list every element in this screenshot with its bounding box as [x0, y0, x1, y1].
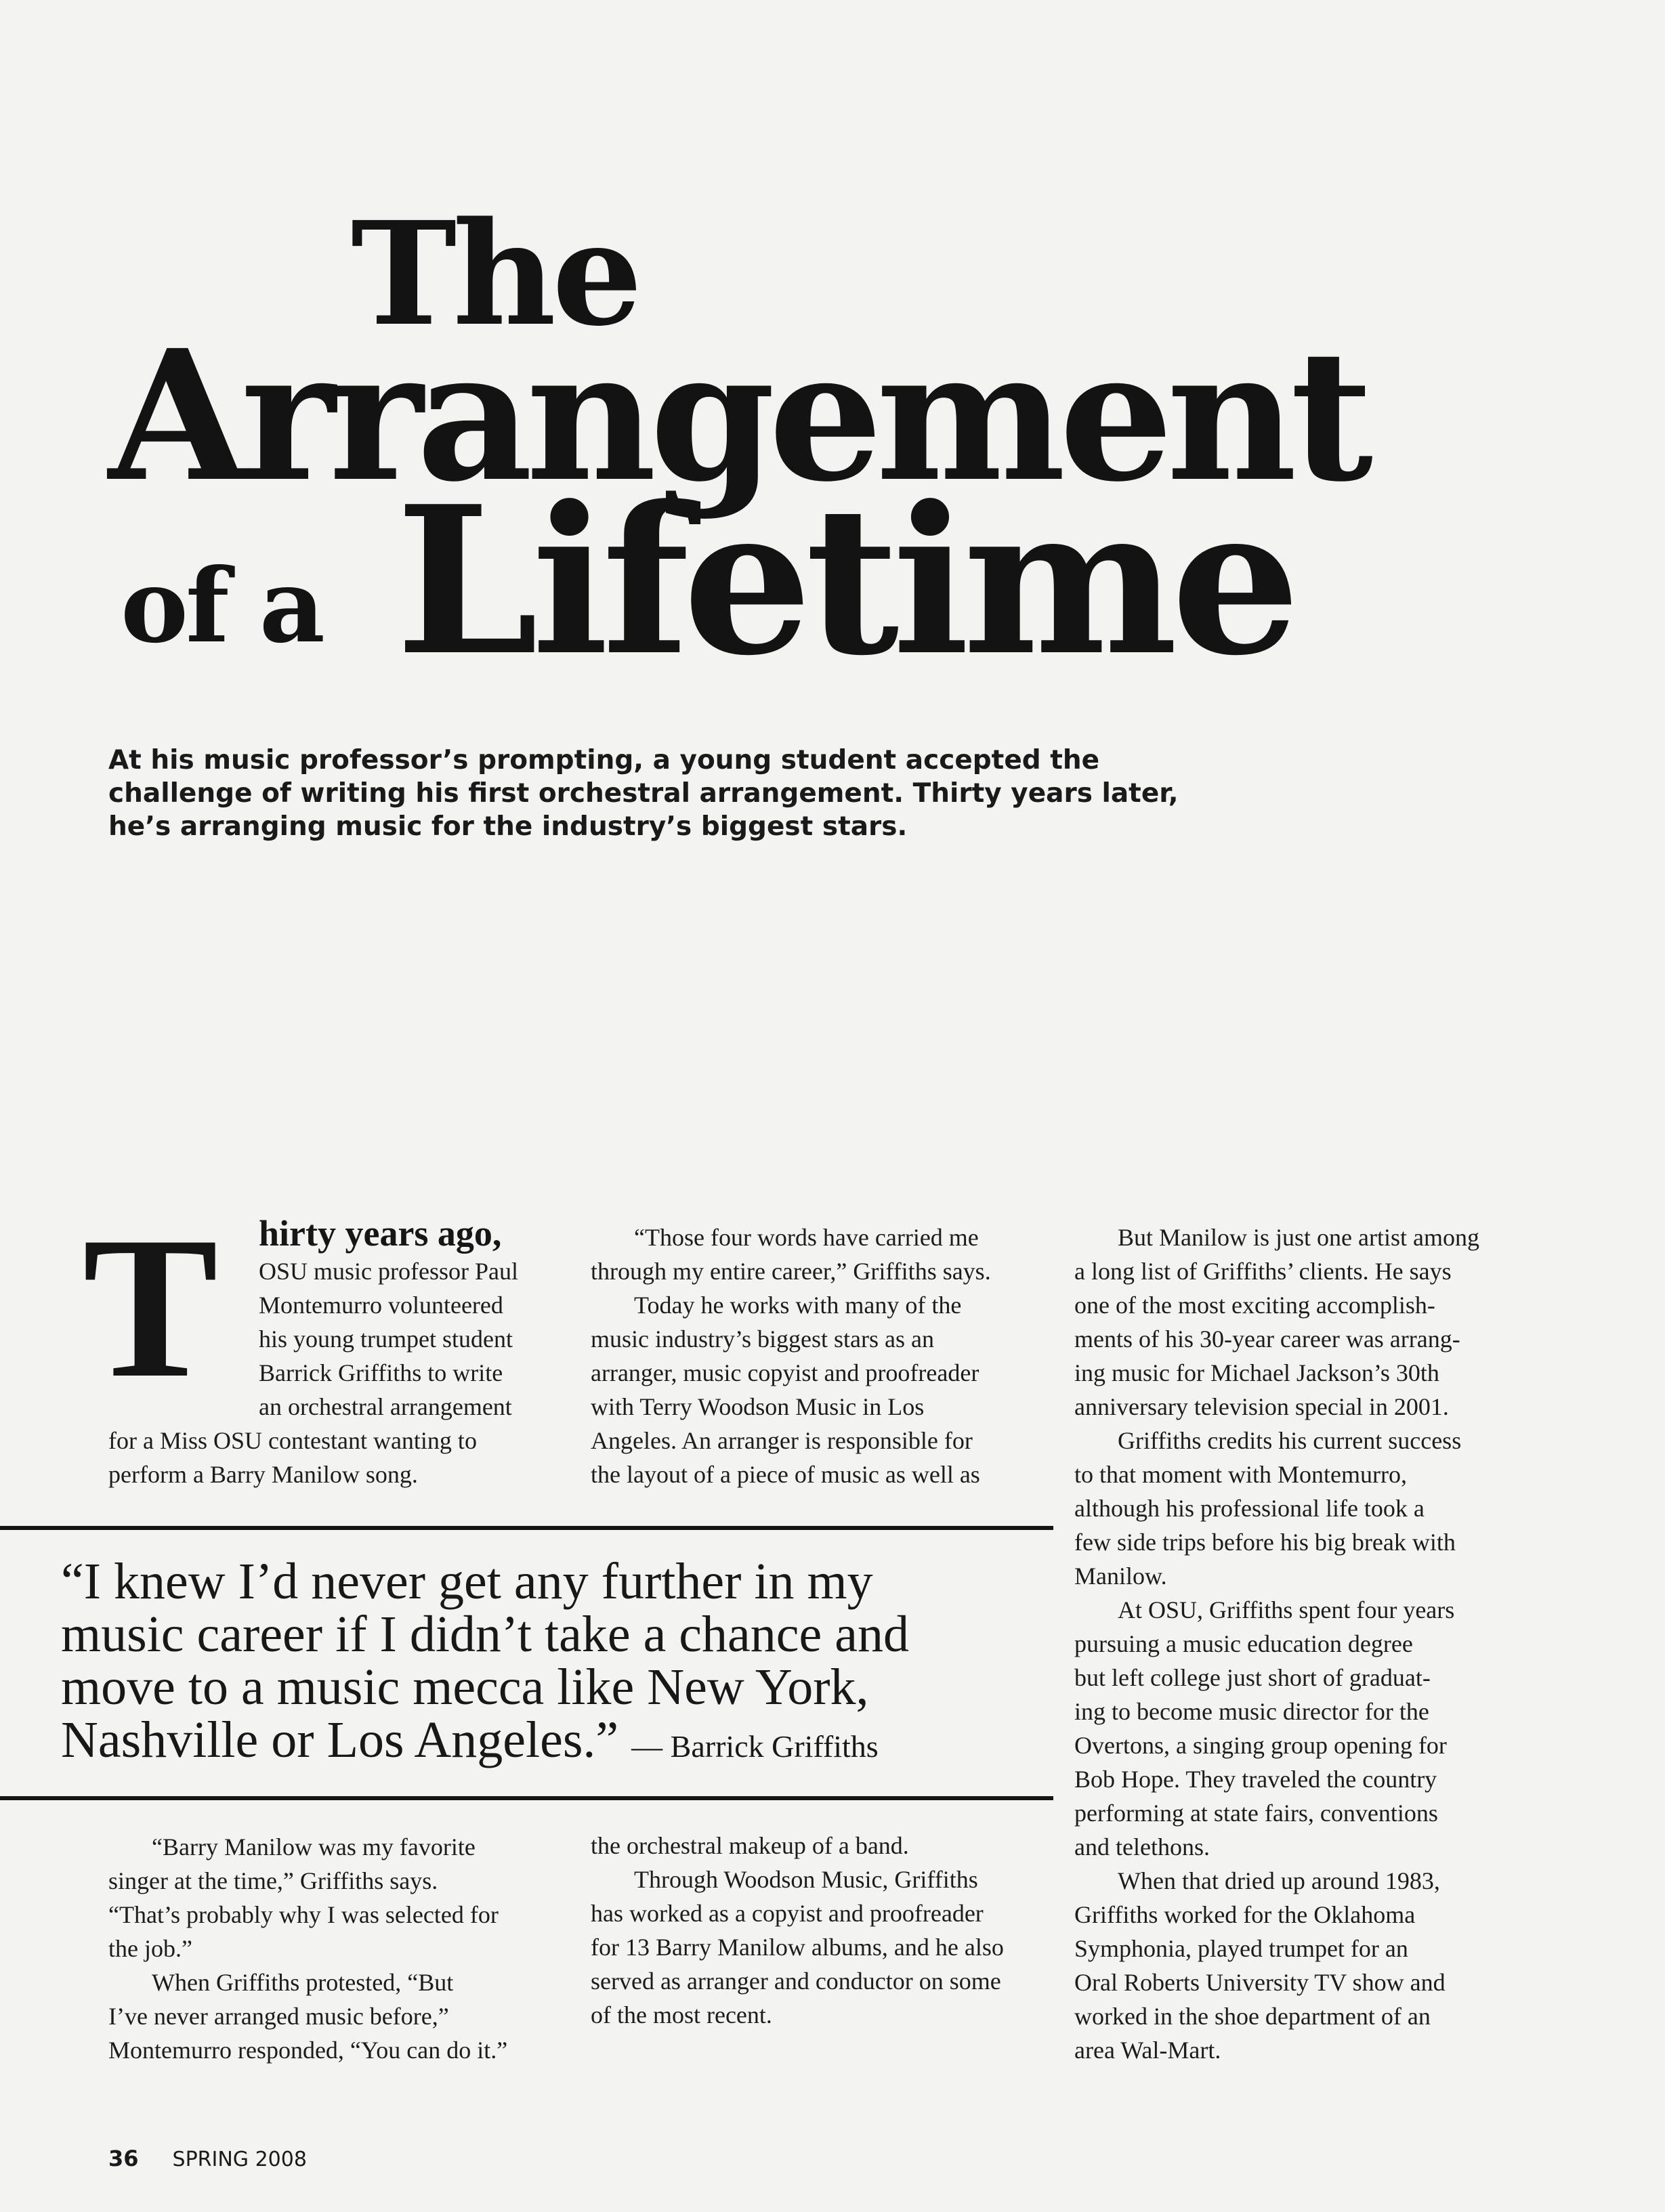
text-line: an orchestral arrangement — [259, 1393, 512, 1420]
text-line: although his professional life took a — [1074, 1495, 1425, 1522]
pullquote — [61, 1555, 909, 1773]
text-line: Montemurro volunteered — [259, 1292, 503, 1319]
text-line: ing to become music director for the — [1074, 1698, 1429, 1725]
column1-wrapped-text — [259, 1254, 518, 1424]
title-line-the: The — [351, 190, 639, 358]
text-line: But Manilow is just one artist among — [1118, 1224, 1479, 1251]
text-line: Overtons, a singing group opening for — [1074, 1732, 1447, 1759]
text-line: Oral Roberts University TV show and — [1074, 1969, 1446, 1996]
text-line: pursuing a music education degree — [1074, 1630, 1413, 1657]
text-line: When Griffiths protested, “But — [152, 1969, 454, 1996]
text-line: Barrick Griffiths to write — [259, 1359, 503, 1386]
text-line: few side trips before his big break with — [1074, 1529, 1456, 1556]
text-line: singer at the time,” Griffiths says. — [108, 1867, 438, 1894]
text-line: ments of his 30-year career was arrang- — [1074, 1325, 1460, 1353]
lede-text: hirty years ago, — [259, 1213, 502, 1254]
text-line: the layout of a piece of music as well as — [591, 1461, 980, 1488]
text-line: arranger, music copyist and proofreader — [591, 1359, 979, 1386]
text-line: Angeles. An arranger is responsible for — [591, 1427, 973, 1454]
text-line: I’ve never arranged music before,” — [108, 2003, 449, 2030]
text-line: the orchestral makeup of a band. — [591, 1832, 909, 1859]
text-line: for a Miss OSU contestant wanting to — [108, 1427, 477, 1454]
text-line: music industry’s biggest stars as an — [591, 1325, 934, 1353]
text-line: perform a Barry Manilow song. — [108, 1461, 418, 1488]
folio — [108, 2146, 307, 2171]
pullquote-line: move to a music mecca like New York, — [61, 1659, 869, 1716]
pullquote-top-rule — [0, 1526, 1053, 1530]
pullquote-attribution: — Barrick Griffiths — [631, 1729, 879, 1764]
text-line: Griffiths worked for the Oklahoma — [1074, 1901, 1416, 1928]
text-line: “Those four words have carried me — [634, 1224, 979, 1251]
deck-line: he’s arranging music for the industry’s biggest stars. — [108, 811, 908, 842]
column2-top-text — [591, 1220, 991, 1491]
drop-cap: T — [83, 1195, 219, 1420]
text-line: “That’s probably why I was selected for — [108, 1901, 499, 1928]
text-line: has worked as a copyist and proofreader — [591, 1900, 984, 1927]
text-line: one of the most exciting accomplish- — [1074, 1292, 1435, 1319]
column2-bottom-text — [591, 1829, 1004, 2032]
text-line: served as arranger and conductor on some — [591, 1968, 1001, 1995]
text-line: for 13 Barry Manilow albums, and he also — [591, 1934, 1004, 1961]
text-line: and telethons. — [1074, 1833, 1210, 1860]
text-line: Symphonia, played trumpet for an — [1074, 1935, 1408, 1962]
text-line: area Wal-Mart. — [1074, 2037, 1221, 2064]
text-line: his young trumpet student — [259, 1325, 513, 1353]
title-line-of-a: of a — [121, 547, 322, 666]
text-line: “Barry Manilow was my favorite — [152, 1833, 476, 1860]
title-line-lifetime: Lifetime — [396, 461, 1294, 700]
text-line: Manilow. — [1074, 1562, 1167, 1590]
issue-label: SPRING 2008 — [172, 2148, 307, 2171]
text-line: Montemurro responded, “You can do it.” — [108, 2037, 508, 2064]
text-line: worked in the shoe department of an — [1074, 2003, 1431, 2030]
text-line: but left college just short of graduat- — [1074, 1664, 1431, 1691]
text-line: Bob Hope. They traveled the country — [1074, 1766, 1437, 1793]
text-line: Today he works with many of the — [634, 1292, 962, 1319]
text-line: to that moment with Montemurro, — [1074, 1461, 1407, 1488]
column1-top-text — [108, 1424, 477, 1491]
text-line: ing music for Michael Jackson’s 30th — [1074, 1359, 1439, 1386]
pullquote-line: Nashville or Los Angeles.” — [61, 1711, 619, 1768]
pullquote-line: “I knew I’d never get any further in my — [61, 1553, 873, 1610]
text-line: At OSU, Griffiths spent four years — [1118, 1596, 1455, 1623]
pullquote-bottom-rule — [0, 1796, 1053, 1800]
text-line: a long list of Griffiths’ clients. He says — [1074, 1258, 1452, 1285]
text-line: anniversary television special in 2001. — [1074, 1393, 1449, 1420]
text-line: with Terry Woodson Music in Los — [591, 1393, 925, 1420]
deck-line: At his music professor’s prompting, a young student accepted the — [108, 745, 1100, 775]
text-line: Through Woodson Music, Griffiths — [634, 1866, 978, 1893]
text-line: OSU music professor Paul — [259, 1258, 518, 1285]
pullquote-line: music career if I didn’t take a chance and — [61, 1606, 909, 1663]
column3-text — [1074, 1220, 1479, 2067]
text-line: Griffiths credits his current success — [1118, 1427, 1462, 1454]
text-line: the job.” — [108, 1935, 192, 1962]
text-line: of the most recent. — [591, 2001, 772, 2028]
page-number: 36 — [108, 2146, 139, 2171]
text-line: performing at state fairs, conventions — [1074, 1800, 1438, 1827]
deck-subhead — [108, 744, 1328, 843]
deck-line: challenge of writing his first orchestral arrangement. Thirty years later, — [108, 778, 1179, 809]
text-line: When that dried up around 1983, — [1118, 1867, 1440, 1894]
column1-bottom-text — [108, 1830, 507, 2067]
title-line-arrangement: Arrangement — [108, 311, 1367, 522]
text-line: through my entire career,” Griffiths says. — [591, 1258, 991, 1285]
